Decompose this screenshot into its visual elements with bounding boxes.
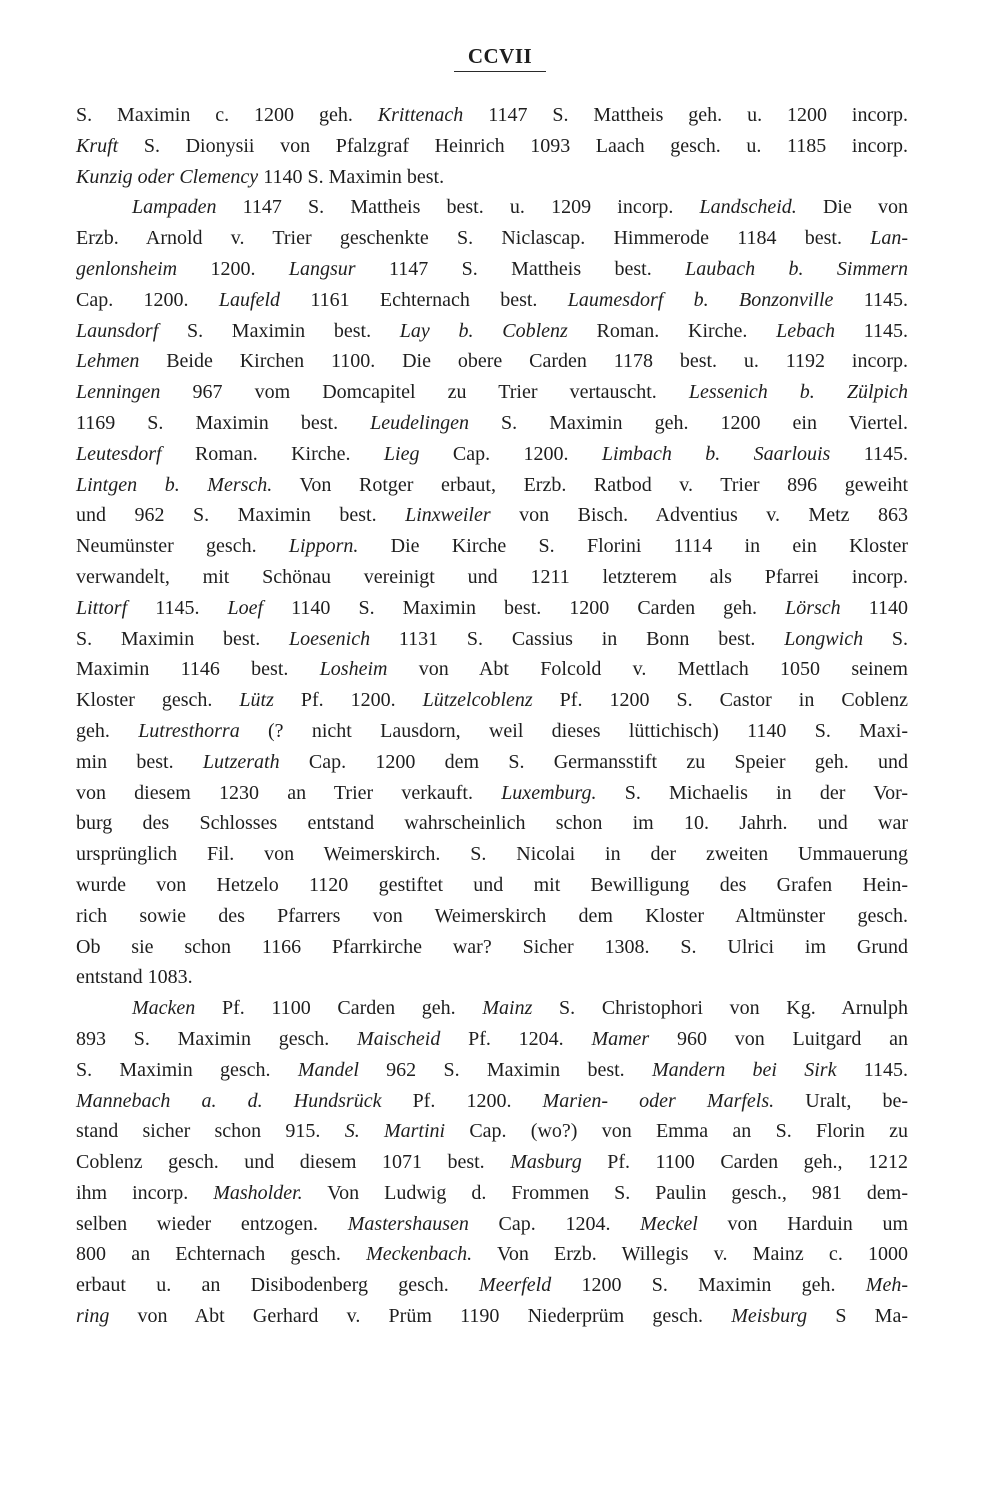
text-line: Kunzig oder Clemency 1140 S. Maximin best.: [76, 165, 445, 188]
text-line: ursprünglich Fil. von Weimerskirch. S. Nicolai in der zweiten Ummauerung: [76, 843, 908, 866]
text-line: 800 an Echternach gesch. Meckenbach. Von Erzb. Willegis v. Mainz c. 1000: [76, 1243, 908, 1266]
text-line: Launsdorf S. Maximin best. Lay b. Coblenz Roman. Kirche. Lebach 1145.: [76, 319, 909, 342]
body-text: [76, 100, 908, 1332]
text-line: S. Maximin best. Loesenich 1131 S. Cassius in Bonn best. Longwich S.: [76, 627, 908, 650]
text-line: entstand 1083.: [76, 966, 193, 989]
text-line: Neumünster gesch. Lipporn. Die Kirche S. Florini 1114 in ein Kloster: [76, 535, 908, 558]
text-line: Lenningen 967 vom Domcapitel zu Trier vertauscht. Lessenich b. Zülpich: [76, 381, 908, 404]
text-line: Lintgen b. Mersch. Von Rotger erbaut, Erzb. Ratbod v. Trier 896 geweiht: [76, 473, 909, 496]
text-line: Macken Pf. 1100 Carden geh. Mainz S. Christophori von Kg. Arnulph: [132, 997, 908, 1020]
page-number: CCVII: [454, 44, 546, 72]
text-line: wurde von Hetzelo 1120 gestiftet und mit Bewilligung des Grafen Hein-: [76, 873, 908, 896]
text-line: Littorf 1145. Loef 1140 S. Maximin best. 1200 Carden geh. Lörsch 1140: [76, 596, 908, 619]
text-line: Ob sie schon 1166 Pfarrkirche war? Sicher 1308. S. Ulrici im Grund: [76, 935, 908, 958]
text-line: Lehmen Beide Kirchen 1100. Die obere Carden 1178 best. u. 1192 incorp.: [76, 350, 908, 373]
text-line: Kloster gesch. Lütz Pf. 1200. Lützelcoblenz Pf. 1200 S. Castor in Coblenz: [76, 689, 908, 712]
text-line: verwandelt, mit Schönau vereinigt und 1211 letzterem als Pfarrei incorp.: [76, 565, 908, 588]
text-line: ring von Abt Gerhard v. Prüm 1190 Niederprüm gesch. Meisburg S Ma-: [76, 1305, 908, 1328]
text-line: geh. Lutresthorra (? nicht Lausdorn, weil dieses lüttichisch) 1140 S. Maxi-: [76, 719, 908, 742]
page-header: [0, 44, 1000, 72]
text-line: von diesem 1230 an Trier verkauft. Luxemburg. S. Michaelis in der Vor-: [76, 781, 908, 804]
text-line: S. Maximin gesch. Mandel 962 S. Maximin best. Mandern bei Sirk 1145.: [76, 1058, 908, 1081]
text-line: min best. Lutzerath Cap. 1200 dem S. Germansstift zu Speier geh. und: [76, 750, 908, 773]
text-line: stand sicher schon 915. S. Martini Cap. (wo?) von Emma an S. Florin zu: [76, 1120, 908, 1143]
text-line: genlonsheim 1200. Langsur 1147 S. Mattheis best. Laubach b. Simmern: [76, 257, 909, 280]
text-line: 1169 S. Maximin best. Leudelingen S. Maximin geh. 1200 ein Viertel.: [76, 411, 908, 434]
text-line: erbaut u. an Disibodenberg gesch. Meerfeld 1200 S. Maximin geh. Meh-: [76, 1274, 908, 1297]
text-line: 893 S. Maximin gesch. Maischeid Pf. 1204. Mamer 960 von Luitgard an: [76, 1027, 908, 1050]
text-line: Lampaden 1147 S. Mattheis best. u. 1209 incorp. Landscheid. Die von: [132, 196, 908, 219]
text-line: ihm incorp. Masholder. Von Ludwig d. Frommen S. Paulin gesch., 981 dem-: [76, 1181, 908, 1204]
text-line: Coblenz gesch. und diesem 1071 best. Masburg Pf. 1100 Carden geh., 1212: [76, 1151, 909, 1174]
text-line: Cap. 1200. Laufeld 1161 Echternach best. Laumesdorf b. Bonzonville 1145.: [76, 288, 909, 311]
text-line: Leutesdorf Roman. Kirche. Lieg Cap. 1200. Limbach b. Saarlouis 1145.: [76, 442, 908, 465]
text-line: und 962 S. Maximin best. Linxweiler von Bisch. Adventius v. Metz 863: [76, 504, 909, 527]
text-line: Mannebach a. d. Hundsrück Pf. 1200. Marien- oder Marfels. Uralt, be-: [76, 1089, 908, 1112]
text-line: Maximin 1146 best. Losheim von Abt Folcold v. Mettlach 1050 seinem: [76, 658, 908, 681]
text-line: selben wieder entzogen. Mastershausen Cap. 1204. Meckel von Harduin um: [76, 1212, 909, 1235]
text-line: Erzb. Arnold v. Trier geschenkte S. Niclascap. Himmerode 1184 best. Lan-: [76, 227, 908, 250]
text-line: Kruft S. Dionysii von Pfalzgraf Heinrich 1093 Laach gesch. u. 1185 incorp.: [76, 134, 908, 157]
text-line: burg des Schlosses entstand wahrscheinlich schon im 10. Jahrh. und war: [76, 812, 908, 835]
text-line: S. Maximin c. 1200 geh. Krittenach 1147 S. Mattheis geh. u. 1200 incorp.: [76, 104, 908, 126]
text-line: rich sowie des Pfarrers von Weimerskirch dem Kloster Altmünster gesch.: [76, 904, 908, 927]
